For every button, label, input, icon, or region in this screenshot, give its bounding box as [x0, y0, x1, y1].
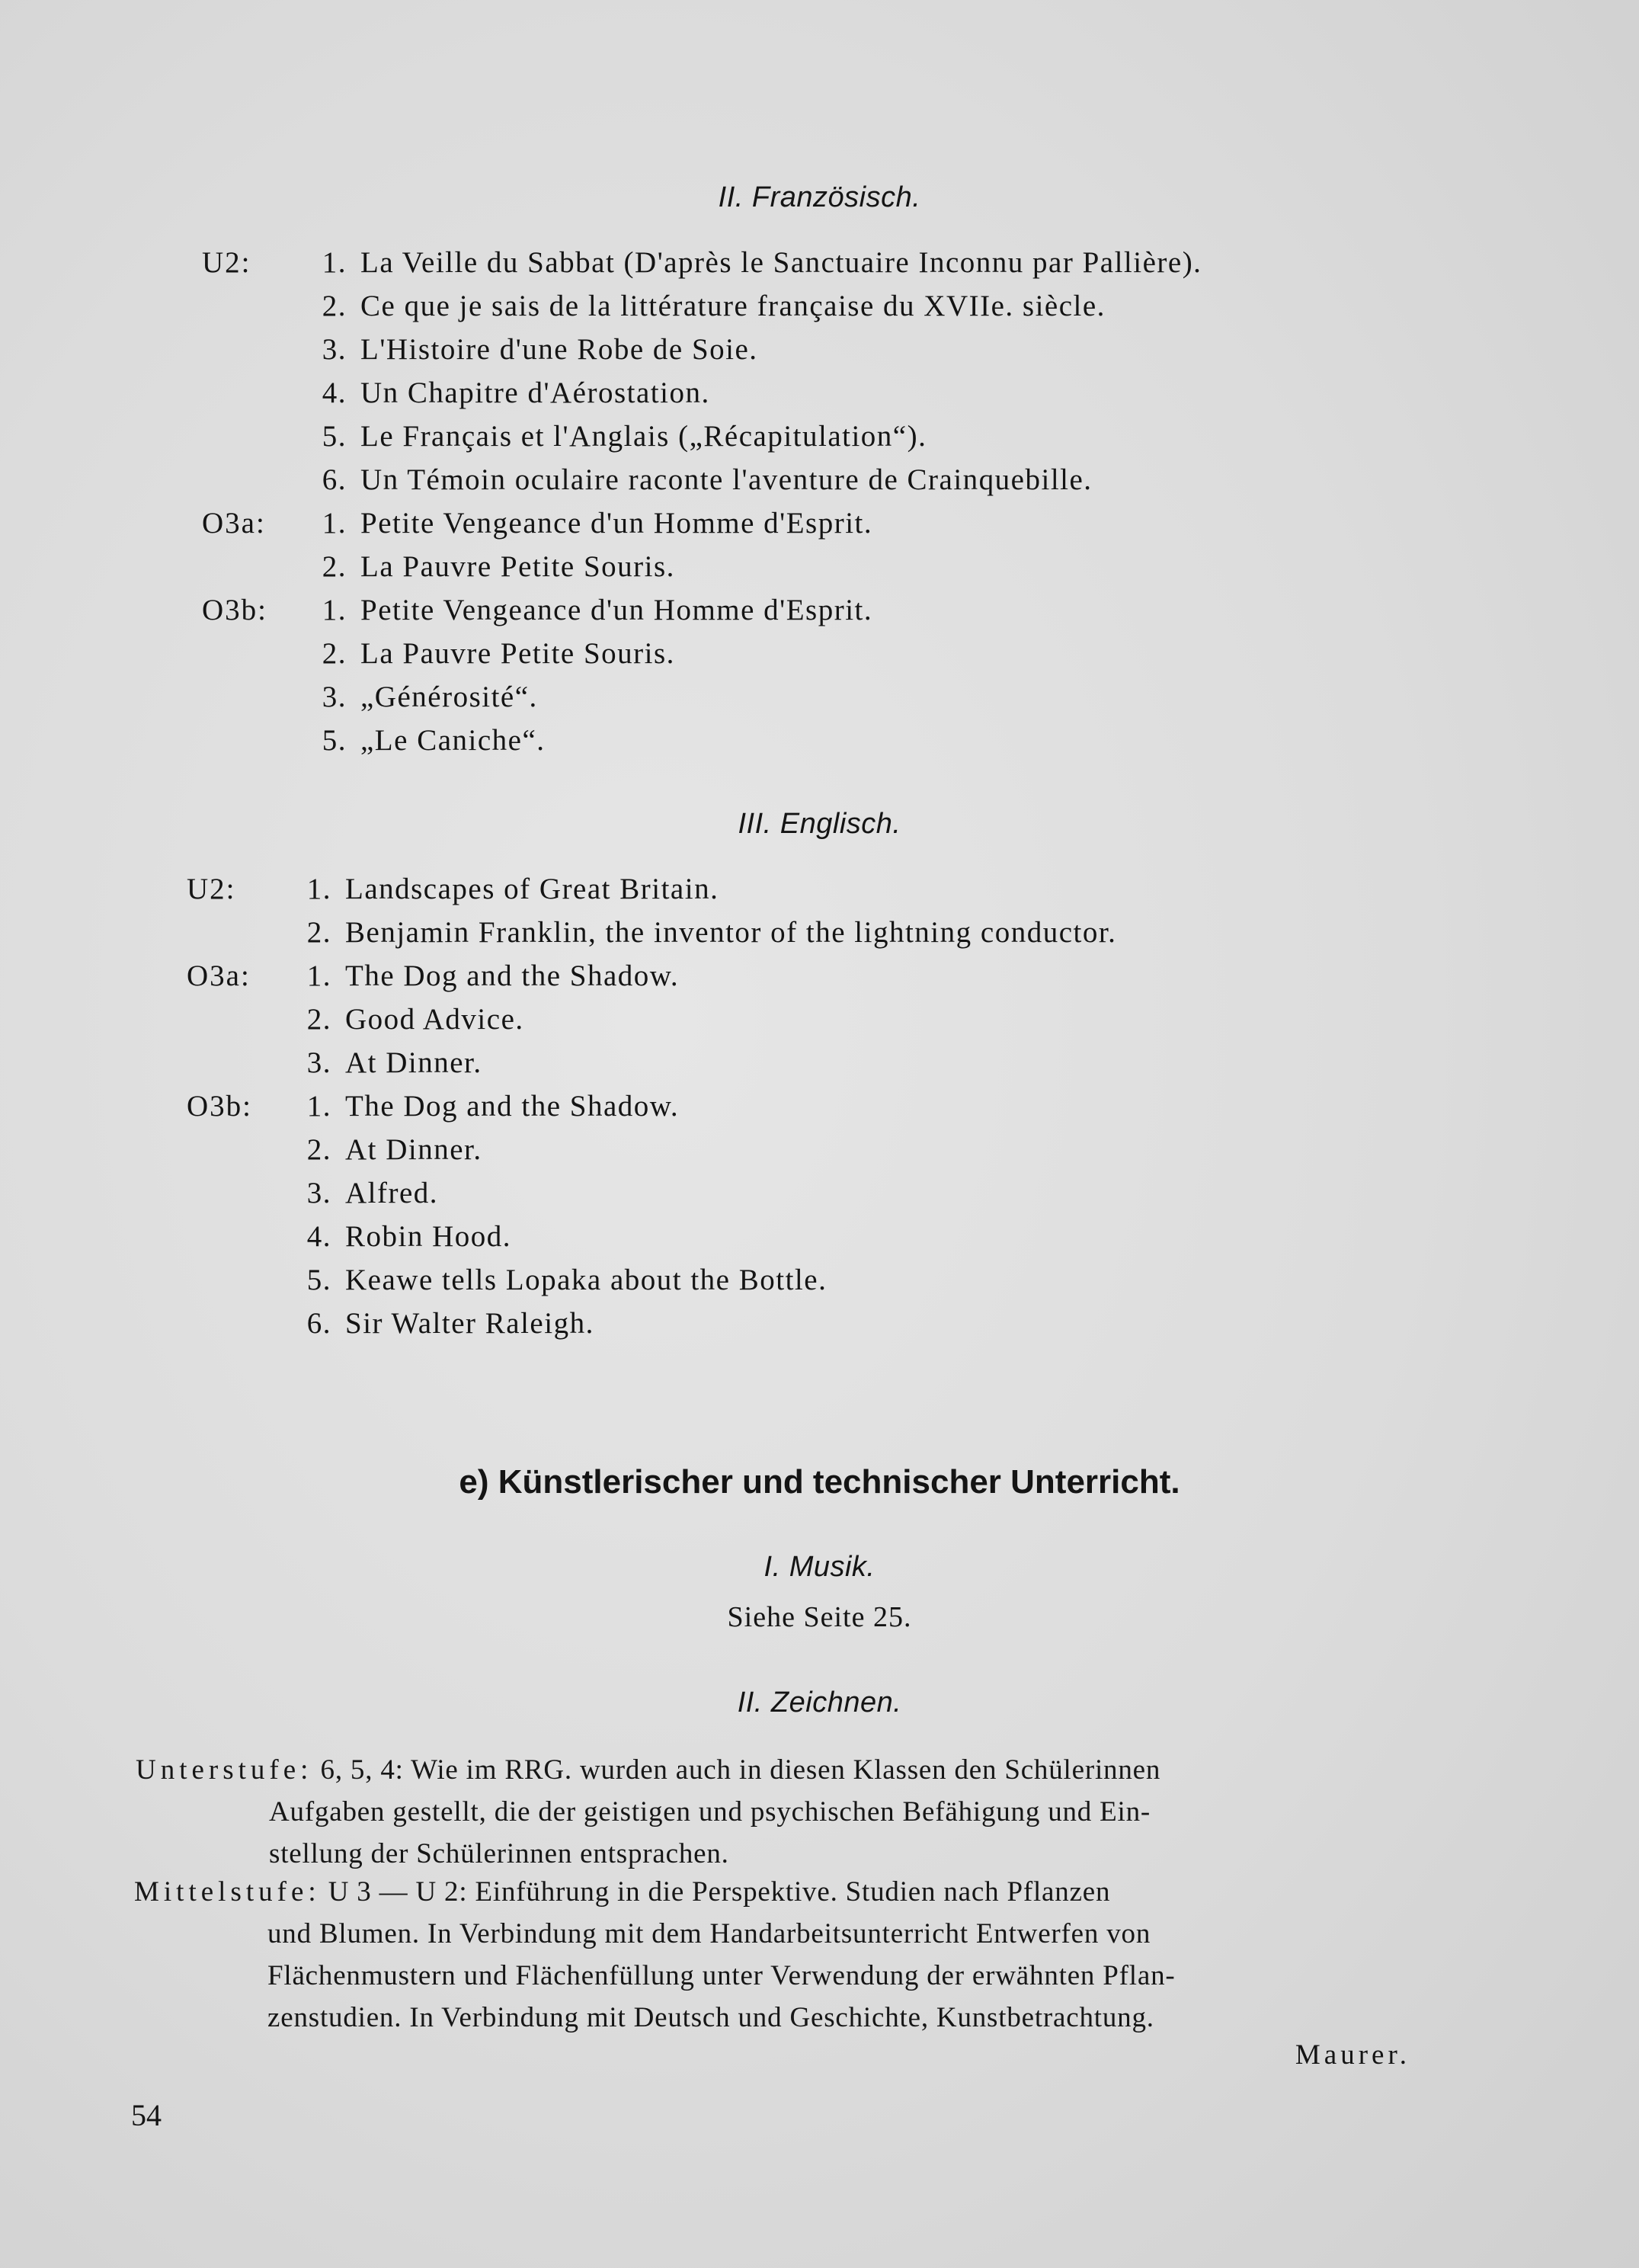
item-number: 6. [306, 1307, 331, 1340]
item-number: 5. [322, 724, 347, 757]
french-item [202, 248, 1202, 277]
item-number: 1. [306, 1090, 331, 1123]
unterstufe-line-3: stellung der Schülerinnen entsprachen. [269, 1838, 729, 1869]
mittelstufe-paragraph [134, 1871, 1460, 2039]
item-title: At Dinner. [345, 1046, 482, 1079]
item-title: Un Témoin oculaire raconte l'aventure de Crainquebille. [360, 463, 1093, 496]
item-title: The Dog and the Shadow. [345, 959, 680, 992]
mittelstufe-label: Mittelstufe: [134, 1876, 321, 1908]
item-number: 4. [306, 1220, 331, 1253]
item-title: Robin Hood. [345, 1220, 512, 1253]
english-item [187, 961, 679, 991]
french-item [202, 421, 927, 451]
item-title: L'Histoire d'une Robe de Soie. [360, 333, 758, 366]
unterstufe-line-1: 6, 5, 4: Wie im RRG. wurden auch in diesen Klassen den Schülerinnen [320, 1754, 1161, 1786]
unterstufe-paragraph [136, 1749, 1461, 1875]
item-title: Petite Vengeance d'un Homme d'Esprit. [360, 507, 873, 540]
drawing-heading: II. Zeichnen. [737, 1687, 902, 1719]
french-item [202, 378, 710, 408]
item-number: 3. [322, 681, 347, 713]
french-item [202, 682, 538, 712]
item-title: Alfred. [345, 1177, 439, 1209]
item-title: Ce que je sais de la littérature française du XVIIe. siècle. [360, 290, 1106, 322]
item-number: 5. [306, 1264, 331, 1296]
item-number: 1. [322, 246, 347, 279]
item-number: 2. [322, 637, 347, 670]
mittelstufe-line-4: zenstudien. In Verbindung mit Deutsch und Geschichte, Kunstbetrachtung. [267, 2002, 1154, 2033]
item-title: Petite Vengeance d'un Homme d'Esprit. [360, 594, 873, 626]
english-item [187, 1048, 482, 1078]
item-number: 2. [322, 290, 347, 322]
english-item [187, 1222, 511, 1251]
unterstufe-label: Unterstufe: [136, 1754, 313, 1786]
french-heading: II. Französisch. [718, 181, 921, 213]
item-title: Le Français et l'Anglais („Récapitulation“). [360, 420, 927, 453]
page-number: 54 [131, 2098, 162, 2132]
item-number: 1. [306, 959, 331, 992]
item-title: „Le Caniche“. [360, 724, 546, 757]
french-item [202, 335, 758, 364]
mittelstufe-line-3: Flächenmustern und Flächenfüllung unter Verwendung der erwähnten Pflan- [267, 1960, 1176, 1991]
english-item [187, 1265, 827, 1295]
item-title: Good Advice. [345, 1003, 524, 1036]
english-item [187, 1135, 482, 1164]
french-item [202, 639, 675, 668]
item-title: Sir Walter Raleigh. [345, 1307, 594, 1340]
item-title: At Dinner. [345, 1133, 482, 1166]
item-number: 1. [322, 507, 347, 540]
class-label: O3b: [187, 1090, 252, 1123]
item-title: Un Chapitre d'Aérostation. [360, 376, 710, 409]
item-title: Landscapes of Great Britain. [345, 873, 719, 905]
item-title: La Pauvre Petite Souris. [360, 550, 675, 583]
item-number: 3. [306, 1046, 331, 1079]
item-number: 5. [322, 420, 347, 453]
class-label: U2: [202, 246, 251, 279]
item-number: 6. [322, 463, 347, 496]
french-item [202, 465, 1093, 495]
french-item [202, 291, 1106, 321]
item-number: 2. [322, 550, 347, 583]
item-number: 2. [306, 1133, 331, 1166]
item-title: Keawe tells Lopaka about the Bottle. [345, 1264, 828, 1296]
class-label: U2: [187, 873, 236, 905]
signature: Maurer. [1295, 2039, 1410, 2071]
item-title: La Veille du Sabbat (D'après le Sanctuaire Inconnu par Pallière). [360, 246, 1202, 279]
english-heading: III. Englisch. [738, 808, 901, 840]
item-number: 4. [322, 376, 347, 409]
english-item [187, 918, 1116, 947]
french-item [202, 508, 872, 538]
item-number: 1. [322, 594, 347, 626]
english-item [187, 874, 719, 904]
item-title: The Dog and the Shadow. [345, 1090, 680, 1123]
item-number: 1. [306, 873, 331, 905]
item-number: 2. [306, 916, 331, 949]
unterstufe-line-2: Aufgaben gestellt, die der geistigen und psychischen Befähigung und Ein- [269, 1796, 1151, 1828]
class-label: O3a: [187, 959, 251, 992]
english-item [187, 1091, 679, 1121]
mittelstufe-line-2: und Blumen. In Verbindung mit dem Handarbeitsunterricht Entwerfen von [267, 1918, 1151, 1949]
class-label: O3b: [202, 594, 267, 626]
french-item [202, 726, 546, 755]
mittelstufe-line-1: U 3 — U 2: Einführung in die Perspektive. Studien nach Pflanzen [328, 1876, 1111, 1908]
french-item [202, 552, 675, 581]
item-title: „Générosité“. [360, 681, 538, 713]
item-number: 3. [306, 1177, 331, 1209]
item-number: 3. [322, 333, 347, 366]
english-item [187, 1004, 524, 1034]
item-number: 2. [306, 1003, 331, 1036]
class-label: O3a: [202, 507, 266, 540]
french-item [202, 595, 872, 625]
item-title: La Pauvre Petite Souris. [360, 637, 675, 670]
music-heading: I. Musik. [763, 1551, 876, 1583]
english-item [187, 1178, 438, 1208]
item-title: Benjamin Franklin, the inventor of the lightning conductor. [345, 916, 1117, 949]
music-note: Siehe Seite 25. [727, 1601, 912, 1633]
section-e-heading: e) Künstlerischer und technischer Unterricht. [459, 1463, 1180, 1501]
english-item [187, 1309, 594, 1338]
